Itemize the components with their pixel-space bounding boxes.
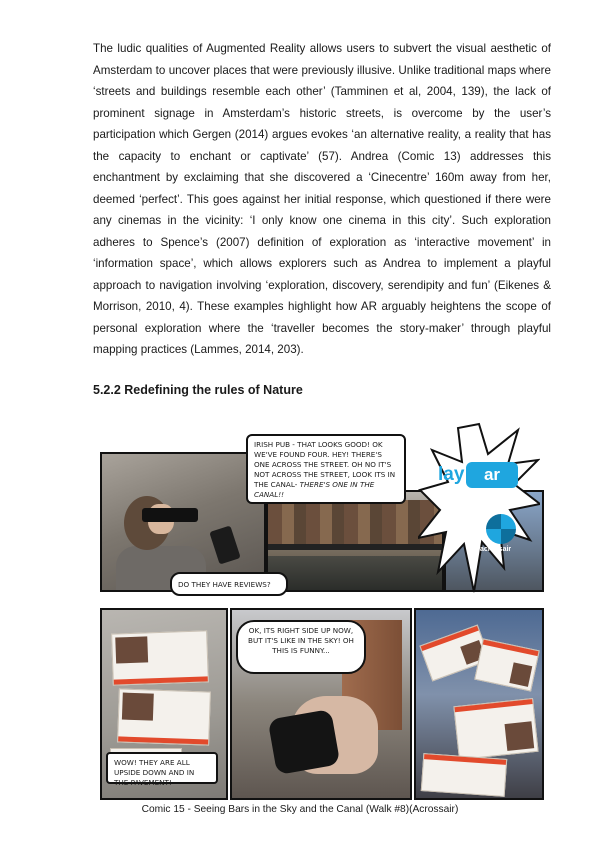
speech-bubble-canal-emphasis: THERE'S ONE IN THE CANAL!! <box>254 480 375 499</box>
headset-icon <box>142 508 198 522</box>
ar-card-sky <box>421 753 507 797</box>
canal-railing <box>268 544 442 550</box>
speech-bubble-sky: OK, ITS RIGHT SIDE UP NOW, BUT IT'S LIKE IN THE SKY! OH THIS IS FUNNY... <box>236 620 366 674</box>
ar-card-upside-down <box>117 688 211 745</box>
acrossair-logo-icon <box>486 514 516 544</box>
comic-panel-girl-headset <box>100 452 266 592</box>
phone-icon <box>268 709 341 775</box>
speech-bubble-canal-text: IRISH PUB - THAT LOOKS GOOD! OK WE'VE FOUND FOUR. HEY! THERE'S ONE ACROSS THE STREET. OH NO IT'S NOT ACROSS THE STREET, LOOK ITS IN THE CANAL- <box>254 440 396 489</box>
speech-bubble-canal <box>246 434 406 504</box>
acrossair-logo-text: acrossair <box>480 546 512 553</box>
canal-water <box>268 556 442 590</box>
speech-bubble-reviews: DO THEY HAVE REVIEWS? <box>170 572 288 596</box>
phone-icon <box>209 525 240 564</box>
section-heading: 5.2.2 Redefining the rules of Nature <box>93 383 303 397</box>
layar-logo-prefix: lay <box>438 464 465 485</box>
comic-panel-sky <box>414 608 544 800</box>
ar-card-sky <box>474 638 539 691</box>
comic-figure <box>100 420 540 800</box>
canal-houses <box>268 500 442 544</box>
ar-card-upside-down <box>111 630 209 685</box>
figure-caption: Comic 15 - Seeing Bars in the Sky and the Canal (Walk #8)(Acrossair) <box>141 804 459 815</box>
ar-card-sky <box>453 698 538 760</box>
speech-bubble-pavement: WOW! THEY ARE ALL UPSIDE DOWN AND IN THE PAVEMENT! <box>106 752 218 784</box>
body-paragraph: The ludic qualities of Augmented Reality allows users to subvert the visual aesthetic of Amsterdam to uncover places that were previously illusive. Unlike traditional maps where ‘streets and buildings resemble each other’ (Tamminen et al, 2004, 139), the lack of prominent signage in Amsterdam’s historic streets, is overcome by the user’s participation which Gergen (2014) argues evokes ‘an alternative reality, a reality that has the capacity to enchant or captivate’ (57). Andrea (Comic 13) addresses this enchantment by exclaiming that she discovered a ‘Cinecentre’ 160m away from her, deemed ‘perfect’. This goes against her initial response, which questioned if there were any cinemas in the vicinity: ‘I only know one cinema in this city’. Such exploration adheres to Spence’s (2007) definition of exploration as ‘interactive movement’ in ‘information space’, which allows explorers such as Andrea to implement a playful approach to navigation involving ‘exploration, discovery, serendipity and fun’ (Eikenes & Morrison, 2010, 4). These examples highlight how AR arguably heightens the scope of personal exploration where the ‘traveller becomes the story-maker’ through playful mapping practices (Lammes, 2014, 203). <box>93 42 551 356</box>
starburst-shape <box>418 420 540 596</box>
layar-logo: ar <box>466 462 518 488</box>
